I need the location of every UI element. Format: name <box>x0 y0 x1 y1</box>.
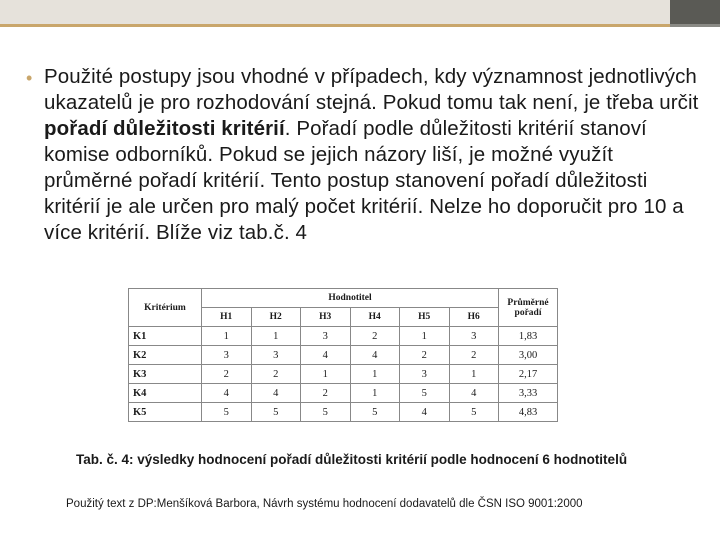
table-header-row <box>129 289 558 308</box>
table-cell: 2 <box>449 346 499 365</box>
average-cell: 4,83 <box>499 403 558 422</box>
table-cell: 5 <box>301 403 351 422</box>
table-row <box>129 384 558 403</box>
table-cell: 4 <box>449 384 499 403</box>
table-cell: 5 <box>400 384 450 403</box>
table-cell: 4 <box>301 346 351 365</box>
table-cell: 4 <box>202 384 252 403</box>
top-right-accent-rule <box>670 24 720 27</box>
average-cell: 1,83 <box>499 327 558 346</box>
row-label: K4 <box>129 384 202 403</box>
table-cell: 5 <box>449 403 499 422</box>
table-cell: 3 <box>400 365 450 384</box>
table-cell: 5 <box>202 403 252 422</box>
table-cell: 3 <box>202 346 252 365</box>
header-evaluator-4: H4 <box>350 308 400 327</box>
table-cell: 3 <box>301 327 351 346</box>
paragraph-part-1: Použité postupy jsou vhodné v případech, kdy významnost jednotlivých ukazatelů je pro rozhodování stejná. Pokud tomu tak není, je třeba určit <box>44 65 699 114</box>
table-cell: 1 <box>350 365 400 384</box>
header-evaluator-group: Hodnotitel <box>202 289 499 308</box>
paragraph-part-2: . Pořadí podle důležitosti kritérií stanoví komise odborníků. Pokud se jejich názory liší, je možné využít průměrné pořadí kritérií. Tento postup stanovení pořadí důležitosti kritérií je ale určen pro malý počet kritérií. Nelze ho doporučit pro 10 a více kritérií. Blíže viz tab.č. 4 <box>44 117 684 244</box>
row-label: K5 <box>129 403 202 422</box>
table-cell: 1 <box>400 327 450 346</box>
table-cell: 2 <box>251 365 301 384</box>
top-right-dark-block <box>670 0 720 24</box>
table-cell: 4 <box>350 346 400 365</box>
top-decorative-bar <box>0 0 720 24</box>
top-accent-rule <box>0 24 720 27</box>
table-row <box>129 365 558 384</box>
average-cell: 2,17 <box>499 365 558 384</box>
results-table-image <box>128 288 558 422</box>
table-cell: 4 <box>400 403 450 422</box>
table-row <box>129 346 558 365</box>
table-body <box>129 327 558 422</box>
header-evaluator-5: H5 <box>400 308 450 327</box>
table-cell: 4 <box>251 384 301 403</box>
source-note: Použitý text z DP:Menšíková Barbora, Návrh systému hodnocení dodavatelů dle ČSN ISO 9001:2000 <box>66 498 583 510</box>
table-cell: 2 <box>301 384 351 403</box>
table-cell: 1 <box>301 365 351 384</box>
header-evaluator-2: H2 <box>251 308 301 327</box>
table-cell: 5 <box>350 403 400 422</box>
table-cell: 5 <box>251 403 301 422</box>
table-row <box>129 403 558 422</box>
average-cell: 3,00 <box>499 346 558 365</box>
bullet-dot-icon: • <box>26 68 33 88</box>
header-evaluator-6: H6 <box>449 308 499 327</box>
table-cell: 1 <box>449 365 499 384</box>
header-evaluator-1: H1 <box>202 308 252 327</box>
bullet-paragraph <box>26 64 706 246</box>
table-cell: 1 <box>202 327 252 346</box>
table-caption: Tab. č. 4: výsledky hodnocení pořadí důležitosti kritérií podle hodnocení 6 hodnotitelů <box>76 452 628 467</box>
row-label: K1 <box>129 327 202 346</box>
table-cell: 2 <box>350 327 400 346</box>
table-cell: 2 <box>400 346 450 365</box>
table-cell: 2 <box>202 365 252 384</box>
table-cell: 1 <box>350 384 400 403</box>
results-table <box>128 288 558 422</box>
paragraph-bold: pořadí důležitosti kritérií <box>44 117 285 140</box>
average-cell: 3,33 <box>499 384 558 403</box>
table-row <box>129 327 558 346</box>
table-cell: 3 <box>251 346 301 365</box>
header-evaluator-3: H3 <box>301 308 351 327</box>
header-average: Průměrné pořadí <box>499 289 558 327</box>
header-criterion: Kritérium <box>129 289 202 327</box>
row-label: K3 <box>129 365 202 384</box>
table-cell: 3 <box>449 327 499 346</box>
row-label: K2 <box>129 346 202 365</box>
table-cell: 1 <box>251 327 301 346</box>
bullet-text <box>44 64 706 246</box>
